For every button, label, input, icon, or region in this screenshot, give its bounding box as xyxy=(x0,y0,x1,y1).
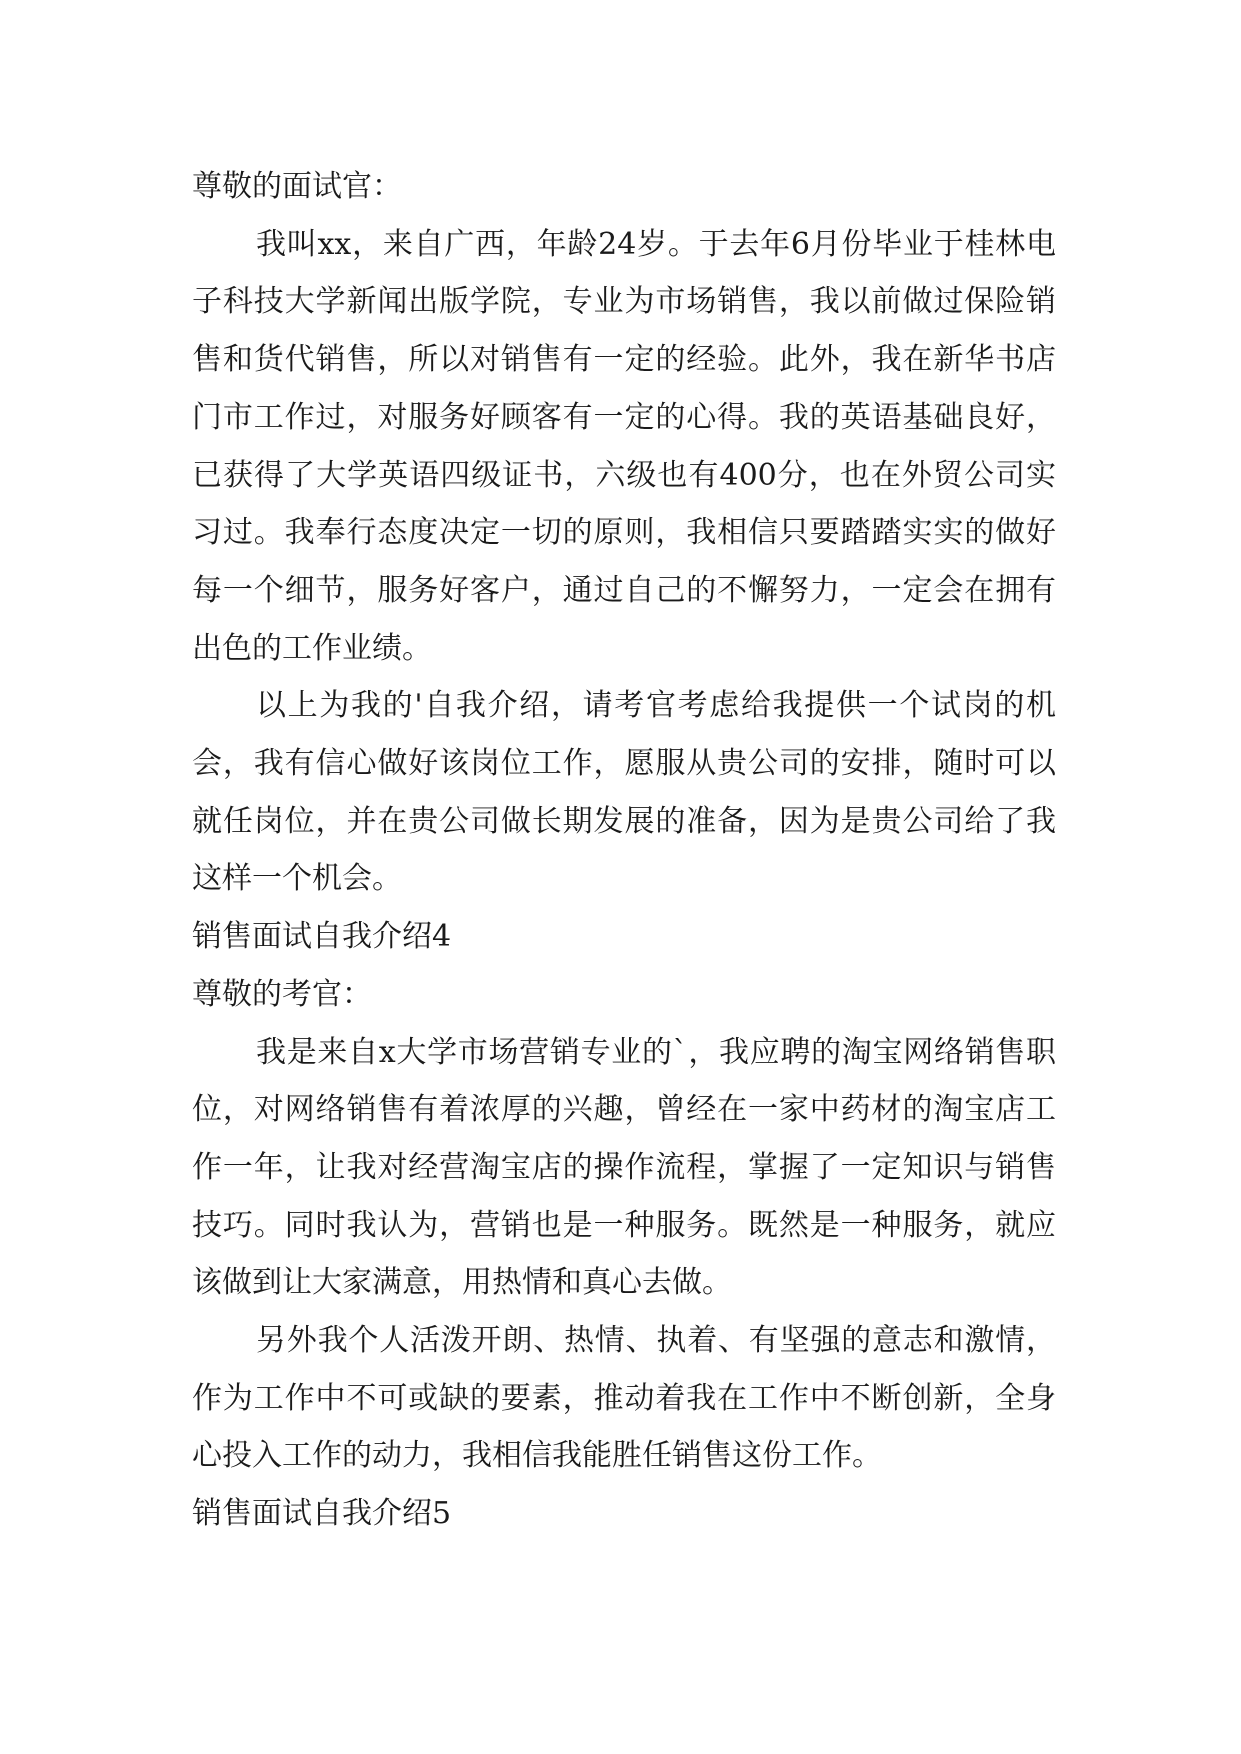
paragraph-taobao-sales: 我是来自x大学市场营销专业的`，我应聘的淘宝网络销售职位，对网络销售有着浓厚的兴趣，曾经在一家中药材的淘宝店工作一年，让我对经营淘宝店的操作流程，掌握了一定知识与销售技巧。同时我认为，营销也是一种服务。既然是一种服务，就应该做到让大家满意，用热情和真心去做。 xyxy=(192,1034,1056,1301)
greeting-interviewer: 尊敬的面试官： xyxy=(192,169,402,204)
paragraph-closing: 以上为我的'自我介绍，请考官考虑给我提供一个试岗的机会，我有信心做好该岗位工作，愿服从贵公司的安排，随时可以就任岗位，并在贵公司做长期发展的准备，因为是贵公司给了我这样一个机会。 xyxy=(192,688,1056,897)
section-heading-4: 销售面试自我介绍4 xyxy=(192,919,452,955)
greeting-examiner: 尊敬的考官： xyxy=(192,976,372,1012)
document-body xyxy=(192,158,1056,1543)
section-heading-5: 销售面试自我介绍5 xyxy=(192,1496,452,1532)
paragraph-personality: 另外我个人活泼开朗、热情、执着、有坚强的意志和激情，作为工作中不可或缺的要素，推动着我在工作中不断创新，全身心投入工作的动力，我相信我能胜任销售这份工作。 xyxy=(192,1323,1056,1474)
paragraph-self-intro: 我叫xx，来自广西，年龄24岁。于去年6月份毕业于桂林电子科技大学新闻出版学院，专业为市场销售，我以前做过保险销售和货代销售，所以对销售有一定的经验。此外，我在新华书店门市工作过，对服务好顾客有一定的心得。我的英语基础良好，已获得了大学英语四级证书，六级也有400分，也在外贸公司实习过。我奉行态度决定一切的原则，我相信只要踏踏实实的做好每一个细节，服务好客户，通过自己的不懈努力，一定会在拥有出色的工作业绩。 xyxy=(192,226,1056,666)
